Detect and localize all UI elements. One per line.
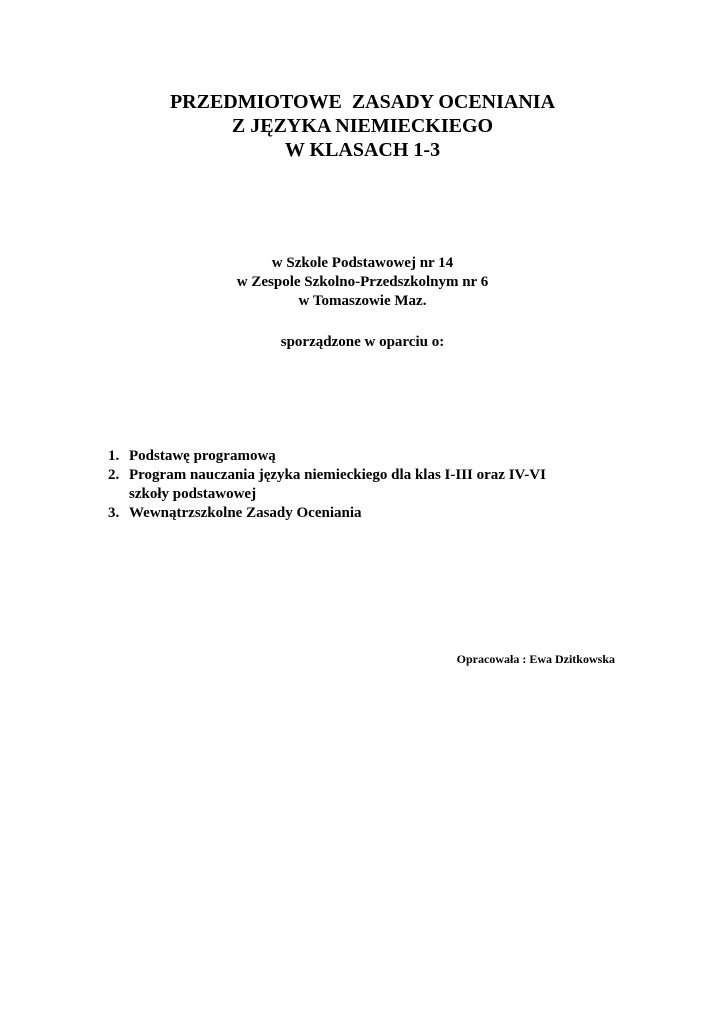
document-title	[0, 90, 725, 162]
list-item	[108, 504, 628, 523]
school-line-2: w Zespole Szkolno-Przedszkolnym nr 6	[236, 274, 489, 290]
title-line-2: Z JĘZYKA NIEMIECKIEGO	[231, 115, 494, 137]
list-item	[108, 466, 628, 504]
author-credit: Opracowała : Ewa Dzitkowska	[456, 652, 615, 666]
school-line-1: w Szkole Podstawowej nr 14	[271, 255, 454, 271]
list-item-text: Wewnątrzszkolne Zasady Oceniania	[129, 505, 362, 521]
list-item-text-continued: szkoły podstawowej	[129, 486, 257, 502]
list-item-text: Podstawę programową	[129, 448, 276, 464]
list-item-number: 3.	[108, 505, 120, 521]
school-info	[0, 254, 725, 311]
title-line-1: PRZEDMIOTOWE ZASADY OCENIANIA	[169, 91, 556, 113]
list-item-number: 1.	[108, 448, 120, 464]
basis-list	[108, 447, 628, 523]
basis-label: sporządzone w oparciu o:	[280, 334, 445, 350]
list-item	[108, 447, 628, 466]
title-line-3: W KLASACH 1-3	[284, 139, 441, 161]
school-line-3: w Tomaszowie Maz.	[298, 293, 427, 309]
list-item-text: Program nauczania języka niemieckiego dla klas I-III oraz IV-VI	[129, 467, 546, 483]
list-item-number: 2.	[108, 467, 120, 483]
